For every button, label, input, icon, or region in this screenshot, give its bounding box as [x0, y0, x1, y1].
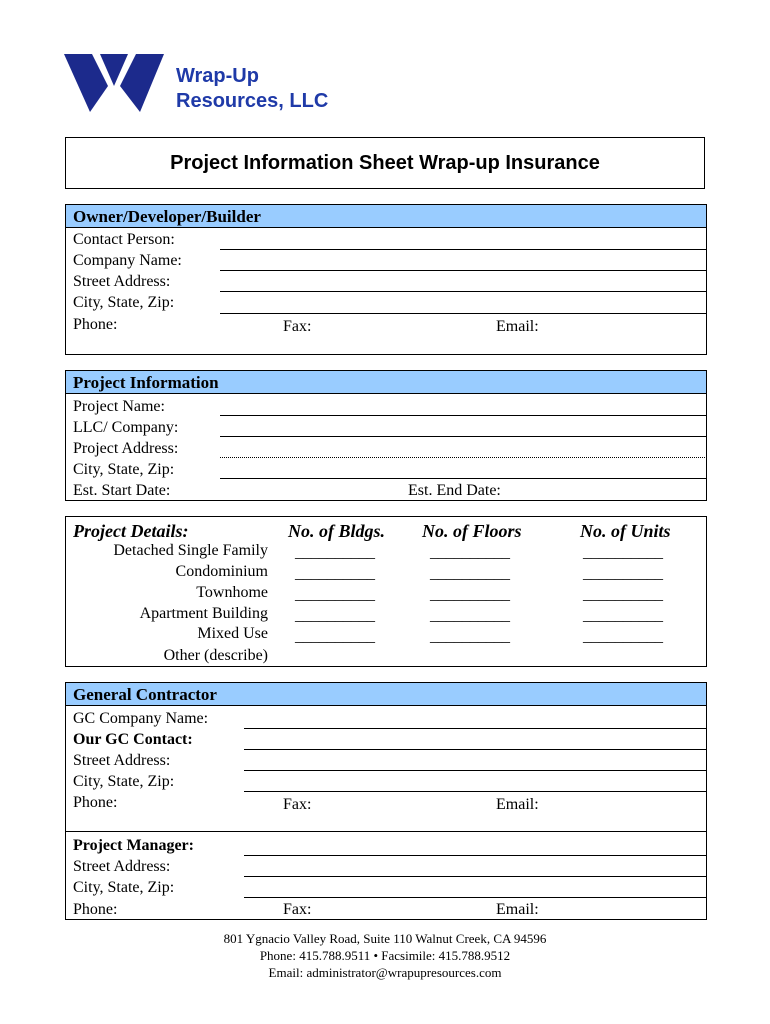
street-address-label: Street Address:	[73, 273, 171, 290]
project-manager-label: Project Manager:	[73, 837, 194, 854]
footer	[0, 930, 770, 981]
gc-phone-label: Phone:	[73, 794, 118, 811]
gc-fax-label: Fax:	[283, 796, 312, 813]
company-name-field[interactable]	[220, 270, 707, 271]
company-name-label: Company Name:	[73, 252, 182, 269]
gc-company-field[interactable]	[244, 728, 707, 729]
floors-condo-blank[interactable]: __________	[430, 565, 510, 582]
project-info-section	[65, 370, 707, 501]
project-city-label: City, State, Zip:	[73, 461, 175, 478]
footer-address: 801 Ygnacio Valley Road, Suite 110 Walnut Creek, CA 94596	[223, 931, 547, 946]
bldgs-condo-blank[interactable]: __________	[295, 565, 375, 582]
gc-street-label: Street Address:	[73, 752, 171, 769]
col-floors-heading: No. of Floors	[422, 521, 522, 541]
gc-city-label: City, State, Zip:	[73, 773, 175, 790]
page-title: Project Information Sheet Wrap-up Insurance	[170, 152, 600, 174]
llc-company-field[interactable]	[220, 436, 707, 437]
pm-email-label: Email:	[496, 901, 539, 918]
project-manager-field[interactable]	[244, 855, 707, 856]
footer-email: Email: administrator@wrapupresources.com	[268, 965, 502, 980]
floors-detached-blank[interactable]: __________	[430, 544, 510, 561]
est-start-date-label: Est. Start Date:	[73, 482, 171, 499]
bldgs-apartment-blank[interactable]: __________	[295, 607, 375, 624]
units-condo-blank[interactable]: __________	[583, 565, 663, 582]
units-detached-blank[interactable]: __________	[583, 544, 663, 561]
gc-city-field[interactable]	[244, 791, 707, 792]
project-address-label: Project Address:	[73, 440, 179, 457]
type-other: Other (describe)	[163, 647, 268, 664]
city-state-zip-label: City, State, Zip:	[73, 294, 175, 311]
type-condominium: Condominium	[175, 563, 268, 580]
type-detached: Detached Single Family	[113, 542, 268, 559]
logo-name-line2: Resources, LLC	[176, 90, 329, 112]
pm-city-field[interactable]	[244, 897, 707, 898]
project-address-field[interactable]	[220, 457, 707, 458]
project-details-heading: Project Details:	[73, 521, 189, 541]
gc-contact-field[interactable]	[244, 749, 707, 750]
pm-city-label: City, State, Zip:	[73, 879, 175, 896]
units-townhome-blank[interactable]: __________	[583, 586, 663, 603]
type-apartment: Apartment Building	[139, 605, 268, 622]
bldgs-townhome-blank[interactable]: __________	[295, 586, 375, 603]
pm-phone-label: Phone:	[73, 901, 118, 918]
street-address-field[interactable]	[220, 291, 707, 292]
gc-email-label: Email:	[496, 796, 539, 813]
logo-name-line1: Wrap-Up	[176, 65, 259, 87]
project-details-section	[65, 516, 707, 667]
company-logo-name	[176, 64, 328, 114]
floors-mixed-blank[interactable]: __________	[430, 628, 510, 645]
bldgs-detached-blank[interactable]: __________	[295, 544, 375, 561]
wrap-up-logo-icon	[64, 54, 164, 114]
contact-person-field[interactable]	[220, 249, 707, 250]
gc-contact-label: Our GC Contact:	[73, 731, 193, 748]
footer-phone: Phone: 415.788.9511 • Facsimile: 415.788.9512	[259, 948, 511, 963]
gc-street-field[interactable]	[244, 770, 707, 771]
gc-divider	[66, 831, 707, 832]
phone-label: Phone:	[73, 316, 118, 333]
pm-street-field[interactable]	[244, 876, 707, 877]
fax-label: Fax:	[283, 318, 312, 335]
col-units-heading: No. of Units	[580, 521, 671, 541]
pm-fax-label: Fax:	[283, 901, 312, 918]
contact-person-label: Contact Person:	[73, 231, 175, 248]
city-state-zip-field[interactable]	[220, 313, 707, 314]
project-name-label: Project Name:	[73, 398, 165, 415]
pm-street-label: Street Address:	[73, 858, 171, 875]
type-townhome: Townhome	[196, 584, 268, 601]
col-bldgs-heading: No. of Bldgs.	[288, 521, 386, 541]
gc-company-label: GC Company Name:	[73, 710, 209, 727]
title-box	[65, 137, 705, 189]
owner-section	[65, 204, 707, 355]
type-mixed-use: Mixed Use	[197, 625, 268, 642]
gc-heading: General Contractor	[66, 683, 706, 706]
units-apartment-blank[interactable]: __________	[583, 607, 663, 624]
owner-section-heading: Owner/Developer/Builder	[66, 205, 706, 228]
project-city-field[interactable]	[220, 478, 707, 479]
project-info-heading: Project Information	[66, 371, 706, 394]
email-label: Email:	[496, 318, 539, 335]
llc-company-label: LLC/ Company:	[73, 419, 179, 436]
floors-townhome-blank[interactable]: __________	[430, 586, 510, 603]
units-mixed-blank[interactable]: __________	[583, 628, 663, 645]
est-end-date-label: Est. End Date:	[408, 482, 501, 499]
floors-apartment-blank[interactable]: __________	[430, 607, 510, 624]
bldgs-mixed-blank[interactable]: __________	[295, 628, 375, 645]
project-name-field[interactable]	[220, 415, 707, 416]
general-contractor-section	[65, 682, 707, 920]
